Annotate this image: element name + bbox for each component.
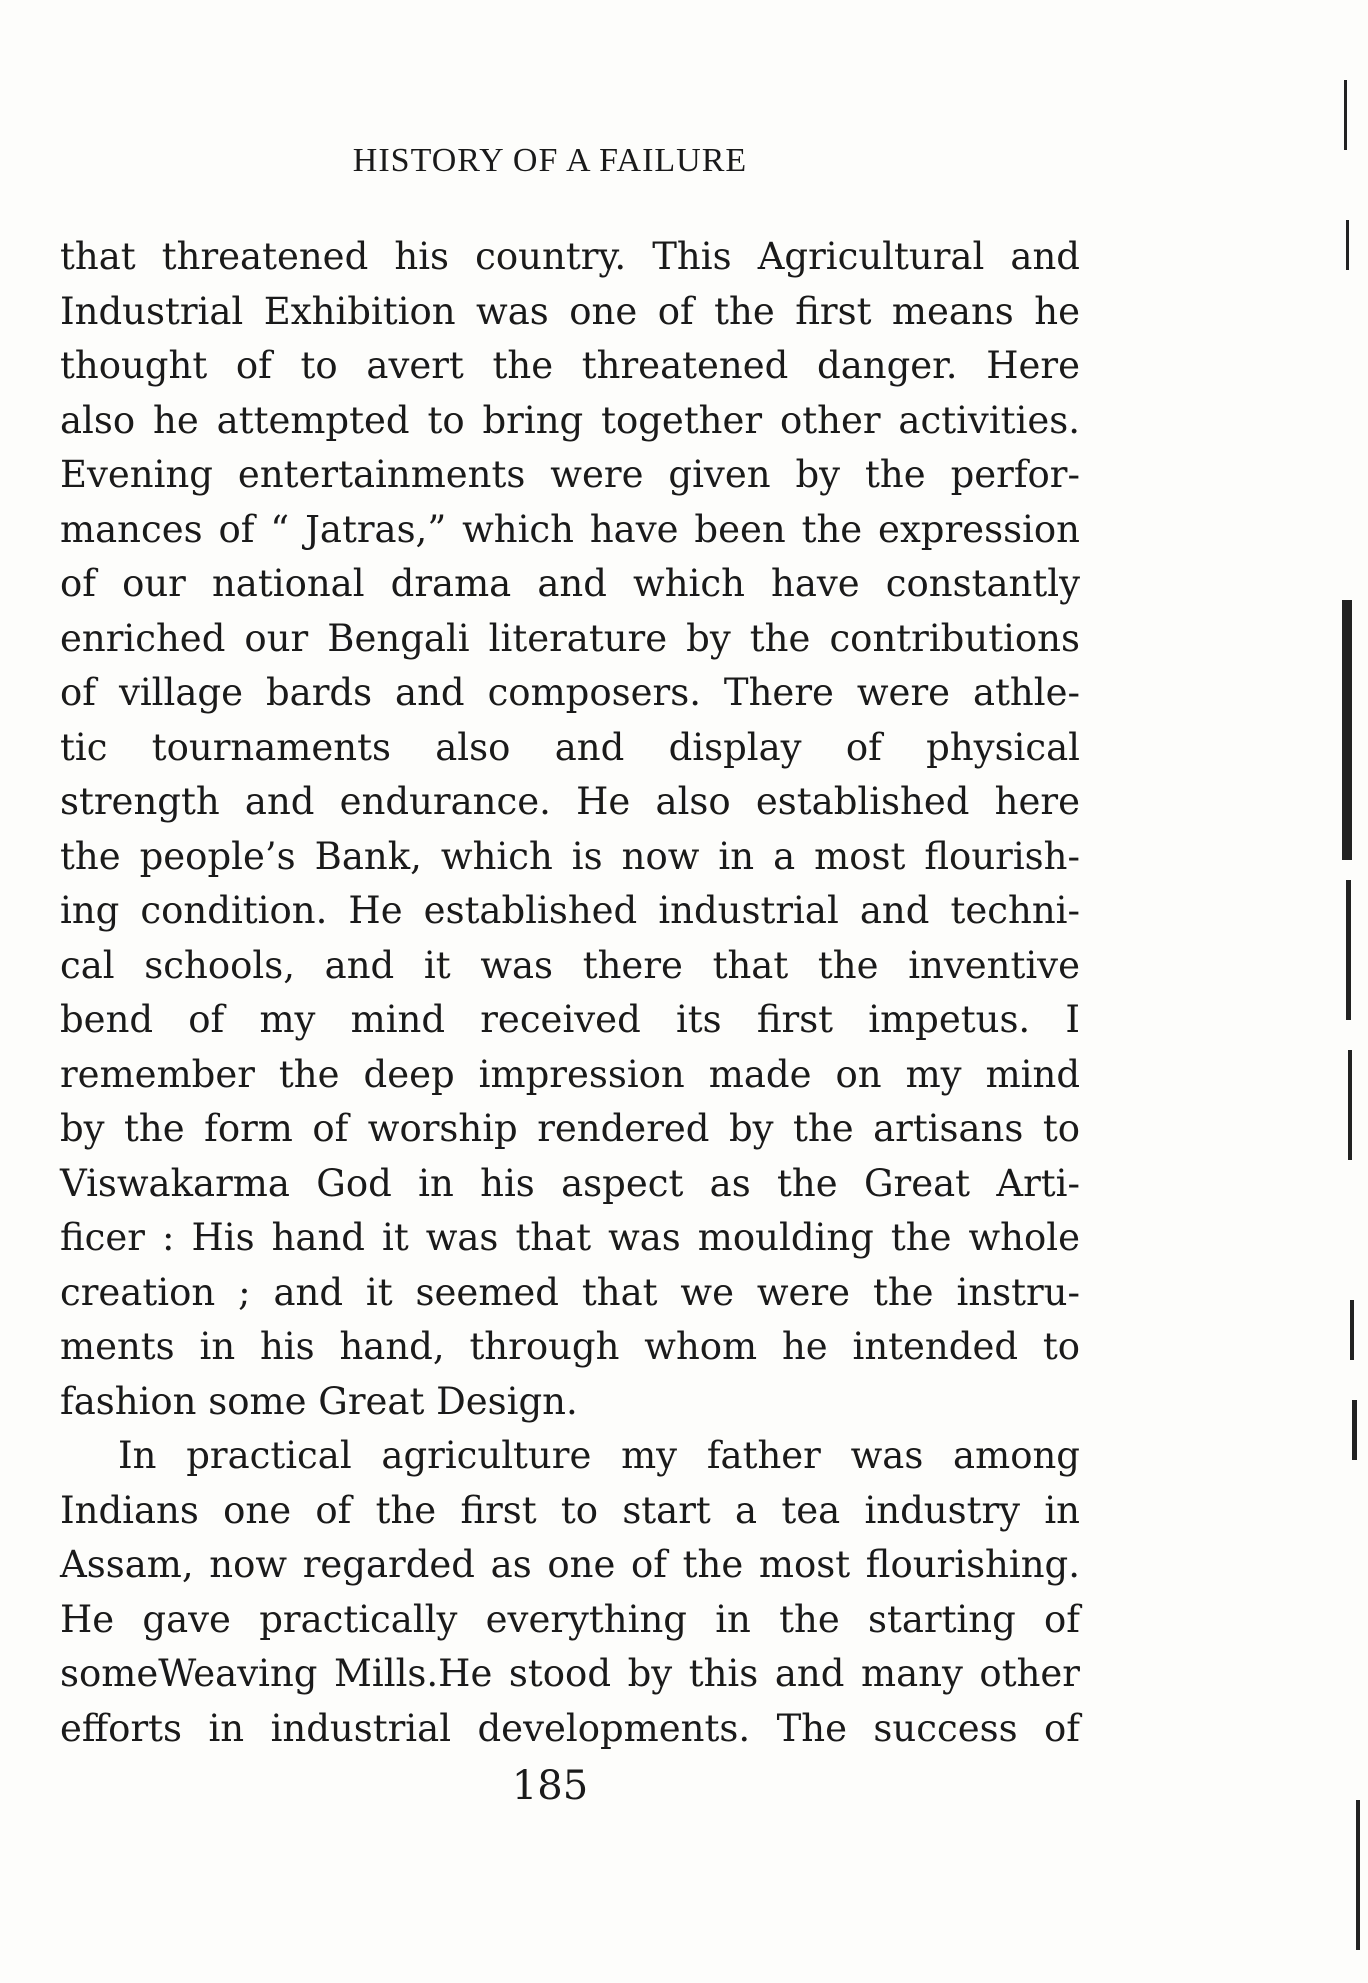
scan-artifact — [1348, 1050, 1352, 1160]
text-line: tic tournaments also and display of physical — [60, 725, 1080, 769]
text-line: thought of to avert the threatened danger. Here — [60, 344, 1080, 387]
text-line: He gave practically everything in the starting of — [60, 1597, 1080, 1641]
scan-artifact — [1346, 220, 1349, 270]
text-line: also he attempted to bring together other activities. — [60, 398, 1080, 442]
text-line: ments in his hand, through whom he intended to — [60, 1325, 1080, 1368]
text-line: ing condition. He established industrial and techni- — [60, 889, 1080, 932]
text-line: Assam, now regarded as one of the most flourishing. — [60, 1543, 1080, 1586]
text-line: bend of my mind received its first impetus. I — [60, 998, 1080, 1041]
text-line: Industrial Exhibition was one of the first means he — [60, 289, 1080, 333]
text-line: that threatened his country. This Agricultural and — [60, 235, 1080, 278]
scan-artifact — [1342, 600, 1352, 860]
scan-artifact — [1344, 80, 1347, 150]
scan-artifact — [1350, 1300, 1354, 1360]
text-line: remember the deep impression made on my mind — [60, 1052, 1080, 1096]
text-line: efforts in industrial developments. The success of — [60, 1706, 1080, 1750]
text-line: of our national drama and which have constantly — [60, 562, 1080, 605]
scan-artifact — [1352, 1400, 1357, 1460]
text-line: of village bards and composers. There were athle- — [60, 671, 1080, 714]
text-line: by the form of worship rendered by the artisans to — [60, 1107, 1080, 1150]
scan-artifact — [1346, 880, 1351, 1020]
scan-artifact — [1356, 1800, 1360, 1950]
text-line: strength and endurance. He also established here — [60, 780, 1080, 823]
text-line: mances of “ Jatras,” which have been the expression — [60, 507, 1080, 551]
text-line: In practical agriculture my father was among — [118, 1434, 1080, 1477]
scan-left-edge — [0, 0, 30, 1983]
text-line: Indians one of the first to start a tea industry in — [60, 1488, 1080, 1532]
body-text — [60, 230, 1080, 1756]
text-line: Viswakarma God in his aspect as the Great Arti- — [60, 1161, 1080, 1205]
text-line: someWeaving Mills.He stood by this and many other — [60, 1652, 1080, 1695]
text-line: enriched our Bengali literature by the contributions — [60, 616, 1080, 660]
text-line: creation ; and it seemed that we were the instru- — [60, 1270, 1080, 1314]
running-header: HISTORY OF A FAILURE — [352, 142, 748, 179]
text-line: fashion some Great Design. — [60, 1379, 578, 1423]
text-line: cal schools, and it was there that the inventive — [60, 943, 1080, 987]
text-line: ficer : His hand it was that was moulding the whole — [60, 1216, 1080, 1259]
page-number: 185 — [511, 1763, 589, 1809]
text-line: Evening entertainments were given by the perfor- — [60, 453, 1080, 496]
text-line: the people’s Bank, which is now in a most flourish- — [60, 834, 1080, 878]
scan-right-edge — [1328, 0, 1368, 1983]
